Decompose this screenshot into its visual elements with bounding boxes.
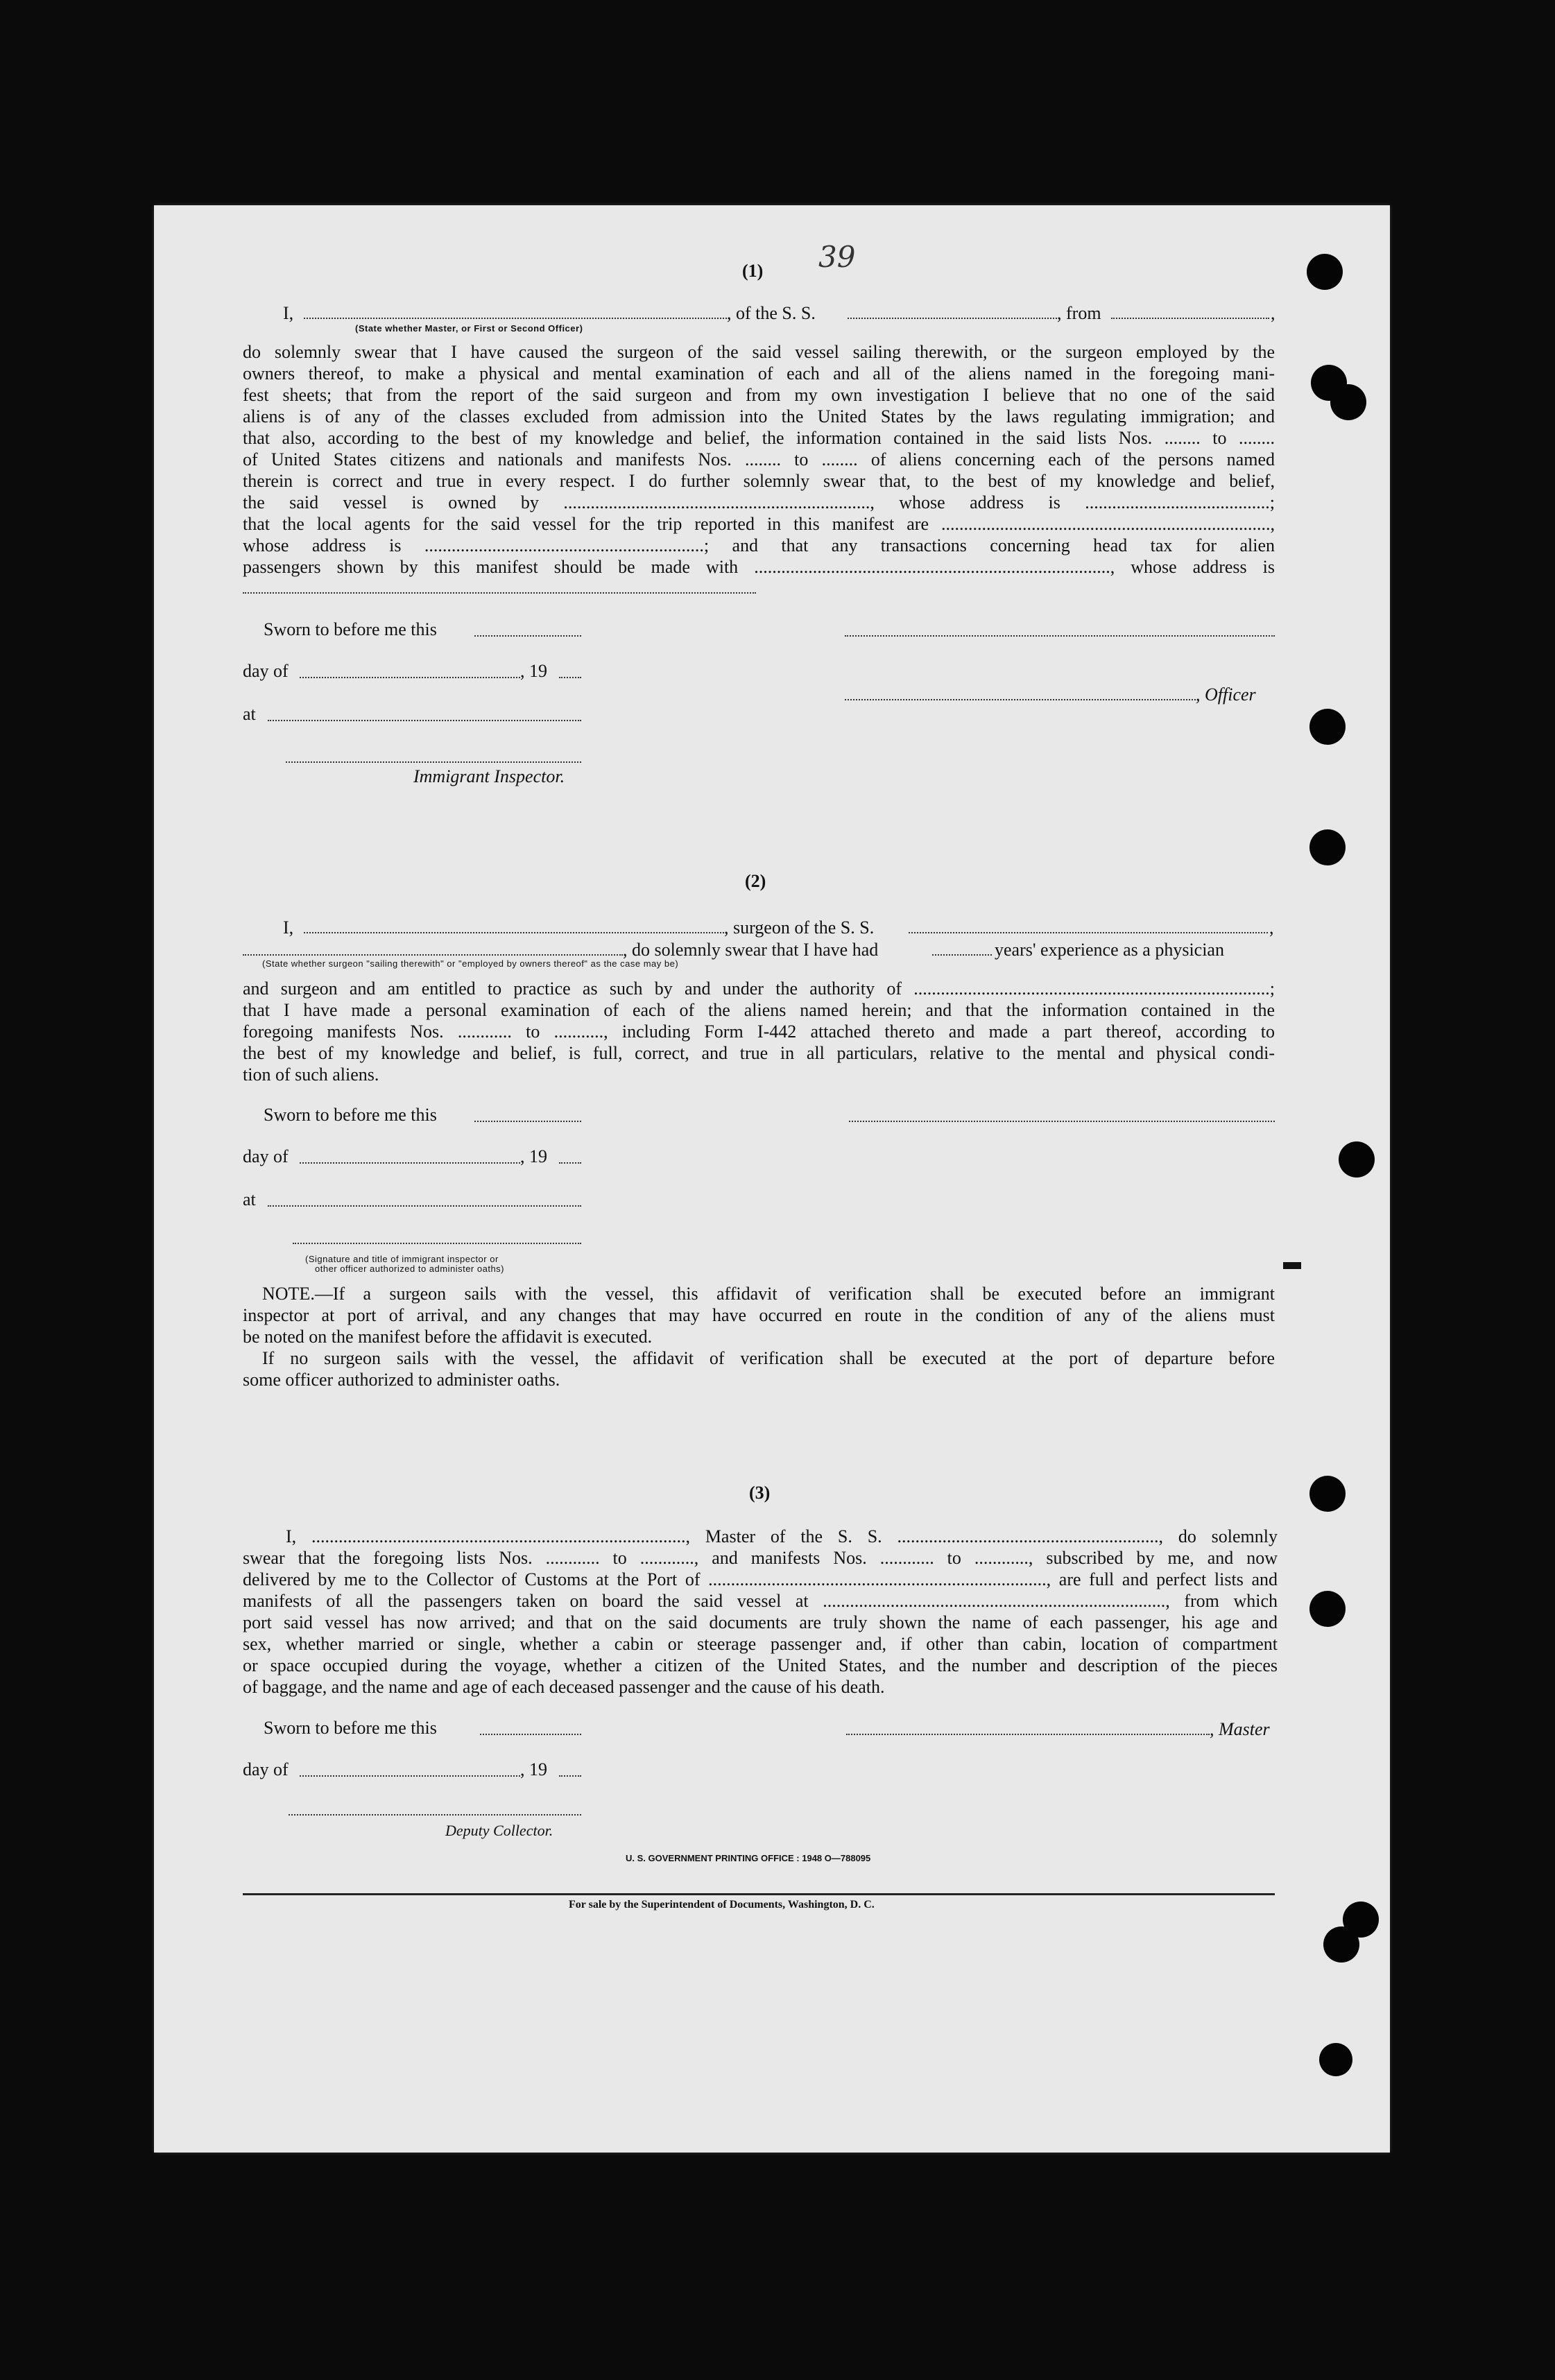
s3-deputy-label: Deputy Collector. [445,1822,553,1839]
s3-19-label: , 19 [520,1759,547,1779]
ink-mark [1283,1262,1301,1269]
s1-line: the said vessel is owned by ...................................................................., whose address is .........................................; [243,492,1275,512]
s1-line: aliens is of any of the classes excluded from admission into the United States by the laws regulating immigration; and [243,406,1275,426]
s1-line: that the local agents for the said vessel for the trip reported in this manifest are ........................................................................., [243,514,1275,534]
binder-hole [1309,709,1346,745]
s3-master-signature-field[interactable] [846,1734,1210,1735]
binder-hole [1323,1926,1359,1963]
s3-master-label: , Master [1210,1719,1270,1739]
s3-line: sex, whether married or single, whether a cabin or steerage passenger and, if other than cabin, location of compartment [243,1634,1278,1654]
s3-sworn-label: Sworn to before me this [264,1718,437,1738]
s1-at-label: at [243,704,256,724]
s2-type-caption: (State whether surgeon "sailing therewith" or "employed by owners thereof" as the case may be) [262,958,679,969]
s2-surgeon-of-label: , surgeon of the S. S. [724,917,875,938]
s1-line: therein is correct and true in every respect. I do further solemnly swear that, to the best of my knowledge and belief, [243,471,1275,491]
s2-inspector-signature-field[interactable] [293,1243,581,1244]
s1-officer-signature-field[interactable] [845,635,1275,637]
s1-line: that also, according to the best of my knowledge and belief, the information contained in the said lists Nos. ........ to ........ [243,428,1275,448]
s2-signature-caption-1: (Signature and title of immigrant inspector or [305,1254,499,1264]
s1-officer-label: , Officer [1196,684,1256,705]
s2-sworn-day-field[interactable] [474,1121,581,1122]
s2-surgeon-signature-field[interactable] [849,1121,1275,1122]
s2-years-field[interactable] [932,954,992,956]
s2-at-label: at [243,1189,256,1209]
s1-officer-name-field[interactable] [845,699,1196,700]
binder-hole [1309,1476,1346,1512]
s1-line: of United States citizens and nationals and manifests Nos. ........ to ........ of aliens concerning each of the persons named [243,449,1275,469]
s2-ship-name-field[interactable] [909,932,1268,933]
s1-line: do solemnly swear that I have caused the surgeon of the said vessel sailing therewith, or the surgeon employed by the [243,342,1275,362]
s3-line: manifests of all the passengers taken on board the said vessel at ............................................................................, from which [243,1591,1278,1611]
s2-line: the best of my knowledge and belief, is full, correct, and true in all particulars, relative to the mental and physical condi- [243,1043,1275,1063]
s2-surgeon-type-field[interactable] [243,954,623,956]
s1-year-field[interactable] [559,677,581,678]
s1-address-field[interactable] [243,592,756,594]
s2-line: tion of such aliens. [243,1064,379,1085]
s1-inspector-signature-field[interactable] [286,761,581,763]
s2-note2-line: some officer authorized to administer oaths. [243,1370,560,1390]
handwritten-page-number: 39 [818,240,856,274]
sale-notice: For sale by the Superintendent of Documents, Washington, D. C. [569,1899,875,1911]
s1-line: fest sheets; that from the report of the said surgeon and from my own investigation I believe that no one of the said [243,385,1275,405]
s2-line: foregoing manifests Nos. ............ to ..........., including Form I-442 attached thereto and made a part thereof, according to [243,1021,1275,1042]
s1-line1-end: , [1271,303,1275,323]
s2-line: and surgeon and am entitled to practice as such by and under the authority of ...............................................................................; [243,978,1275,999]
s1-ship-name-field[interactable] [848,318,1057,319]
binder-hole [1307,254,1343,290]
s1-officer-rank-field[interactable] [304,318,727,319]
s2-line1-end: , [1269,917,1274,938]
binder-hole [1330,384,1366,420]
s2-signature-caption-2: other officer authorized to administer oaths) [315,1264,505,1274]
s1-line: owners thereof, to make a physical and mental examination of each and all of the aliens named in the foregoing mani- [243,363,1275,383]
s1-inspector-label: Immigrant Inspector. [413,766,565,786]
binder-hole [1339,1141,1375,1178]
s3-line: port said vessel has now arrived; and that on the said documents are truly shown the name of each passenger, his age and [243,1612,1278,1632]
s1-of-ss-label: , of the S. S. [727,303,816,323]
s2-line: that I have made a personal examination of each of the aliens named herein; and that the information contained in the [243,1000,1275,1020]
s3-day-of-label: day of [243,1759,289,1779]
s2-note-line: NOTE.—If a surgeon sails with the vessel, this affidavit of verification shall be executed before an immigrant [262,1284,1275,1304]
s1-19-label: , 19 [520,661,547,681]
s2-swear-label: , do solemnly swear that I have had [623,940,879,960]
s1-line: passengers shown by this manifest should be made with ..............................................................................., whose address is [243,557,1275,577]
manifest-page [154,205,1390,2153]
s1-sworn-label: Sworn to before me this [264,619,437,639]
s3-deputy-signature-field[interactable] [289,1814,581,1816]
s2-note-line: inspector at port of arrival, and any changes that may have occurred en route in the condition of any of the aliens must [243,1305,1275,1325]
s3-year-field[interactable] [559,1775,581,1777]
printing-office-line: U. S. GOVERNMENT PRINTING OFFICE : 1948 O—788095 [626,1853,871,1863]
section-2-number: (2) [745,871,766,891]
s3-line: delivered by me to the Collector of Customs at the Port of ..........................................................................., are full and perfect lists and [243,1569,1278,1589]
s2-day-of-label: day of [243,1146,289,1166]
s3-line: swear that the foregoing lists Nos. ............ to ............, and manifests Nos. ............ to ............, subscribed by me, and now [243,1548,1278,1568]
s1-sworn-day-field[interactable] [474,635,581,637]
s2-note2-line: If no surgeon sails with the vessel, the affidavit of verification shall be executed at the port of departure before [262,1348,1275,1368]
s1-i-label: I, [283,303,294,323]
s3-sworn-day-field[interactable] [480,1734,581,1735]
s1-at-place-field[interactable] [268,720,581,721]
binder-hole [1309,829,1346,865]
s3-line: of baggage, and the name and age of each deceased passenger and the cause of his death. [243,1677,885,1697]
s1-from-label: , from [1057,303,1101,323]
section-3-number: (3) [749,1483,771,1503]
s1-from-port-field[interactable] [1111,318,1269,319]
s2-month-field[interactable] [300,1162,520,1164]
s1-month-field[interactable] [300,677,520,678]
s1-day-of-label: day of [243,661,289,681]
s3-line: or space occupied during the voyage, whether a citizen of the United States, and the number and description of the pieces [243,1655,1278,1675]
s2-years-label: years' experience as a physician [995,940,1224,960]
footer-rule [243,1893,1275,1895]
s3-month-field[interactable] [300,1775,520,1777]
s2-surgeon-name-field[interactable] [304,932,724,933]
s2-19-label: , 19 [520,1146,547,1166]
s3-line: I, ..................................................................................., Master of the S. S. .........................................................., do solemnly [286,1526,1278,1546]
s2-i-label: I, [283,917,294,938]
s1-line: whose address is ..............................................................; and that any transactions concerning head tax for alien [243,535,1275,555]
s2-at-place-field[interactable] [268,1205,581,1207]
section-1-number: (1) [742,261,764,281]
binder-hole [1309,1591,1346,1627]
s1-rank-caption: (State whether Master, or First or Second Officer) [355,323,583,334]
s2-year-field[interactable] [559,1162,581,1164]
s2-note-line: be noted on the manifest before the affidavit is executed. [243,1327,653,1347]
s2-sworn-label: Sworn to before me this [264,1105,437,1125]
binder-hole [1319,2043,1352,2076]
